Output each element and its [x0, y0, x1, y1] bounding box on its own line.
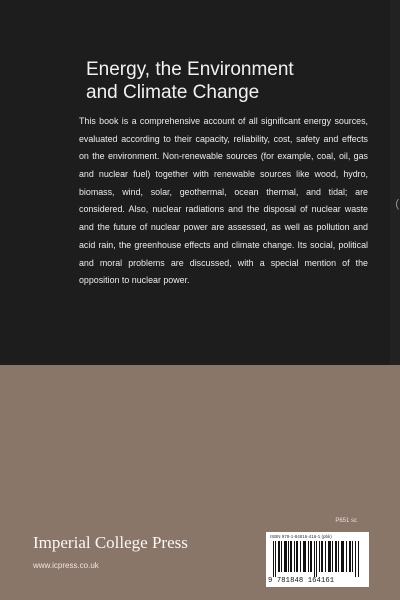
spine-mark: ( [395, 198, 399, 210]
barcode-number: 9 781848 164161 [268, 577, 335, 585]
price-code: P651 sc [335, 518, 357, 524]
title-line-2: and Climate Change [86, 81, 260, 103]
book-title [86, 58, 376, 104]
barcode-box [266, 532, 369, 587]
publisher-website: www.icpress.co.uk [33, 561, 99, 570]
title-line-1: Energy, the Environment [86, 58, 294, 80]
isbn-text: ISBN 978-1-84816-416-1 (pbk) [270, 534, 332, 539]
spine-edge [390, 0, 400, 365]
barcode-icon [270, 541, 365, 577]
book-description: This book is a comprehensive account of all significant energy sources, evaluated according to their capacity, reliability, cost, safety and effects on the environment. Non-renewable sources (for example, coal, oil, gas and nuclear fuel) together with renewable sources like wood, hydro, biomass, wind, solar, geothermal, ocean thermal, and tidal; are considered. Also, nuclear radiations and the disposal of nuclear waste and the future of nuclear power are assessed, as well as pollution and acid rain, the greenhouse effects and climate change. Its social, political and moral problems are discussed, with a special mention of the opposition to nuclear power. [79, 115, 368, 286]
publisher-name: Imperial College Press [33, 533, 188, 552]
